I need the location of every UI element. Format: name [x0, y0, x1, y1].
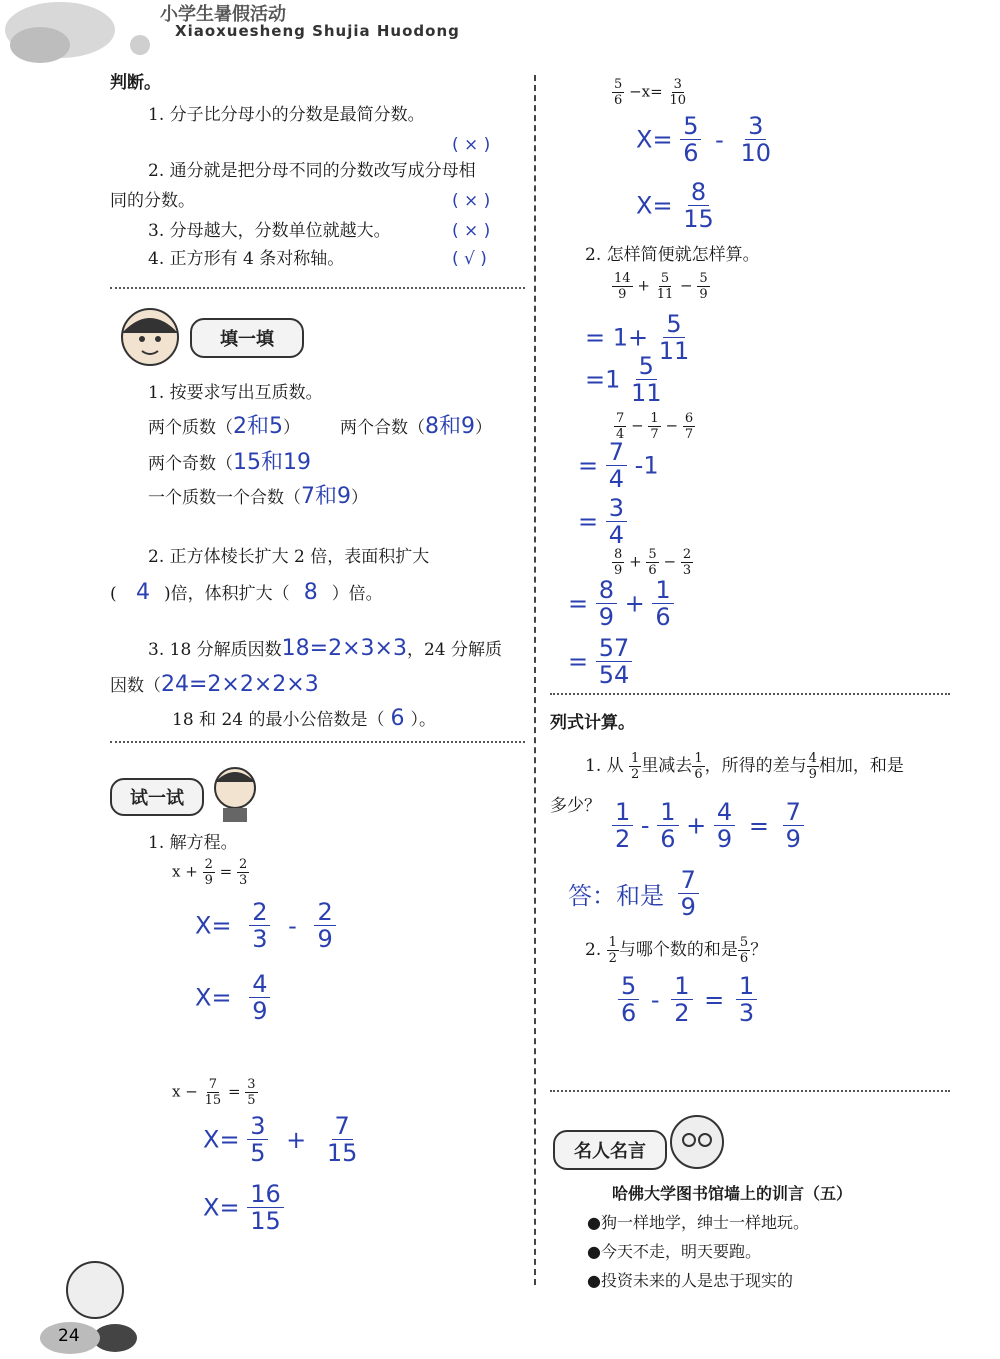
fraction-numerator: 14	[614, 271, 631, 286]
fill-p3-answer: 15和19	[233, 450, 311, 475]
try-badge: 试一试	[110, 778, 204, 816]
e3-step1-frac-b	[652, 578, 673, 629]
fraction-numerator: 5	[648, 547, 657, 562]
eq3-frac-a	[612, 78, 624, 107]
e1-step2	[585, 354, 665, 405]
fraction-numerator: 1	[631, 751, 640, 766]
judge-q2b: 同的分数。	[110, 191, 195, 211]
fraction-numerator: 2	[239, 857, 248, 872]
a1-frac-b	[657, 800, 678, 851]
eq1-x: x	[172, 862, 181, 881]
fraction-numerator: 1	[694, 751, 703, 766]
fraction-numerator: 57	[596, 636, 633, 662]
fraction-denominator: 11	[656, 287, 674, 302]
fraction-denominator: 9	[614, 563, 623, 578]
eq1-step2-x: X=	[195, 983, 232, 1012]
quote-line-3: ●投资未来的人是忠于现实的	[587, 1271, 793, 1290]
fraction-denominator: 10	[669, 93, 686, 108]
fill-p3	[148, 452, 311, 475]
e3-step2-lead: =	[568, 647, 589, 676]
e2-step1-tail: -1	[634, 451, 659, 480]
fraction-numerator: 1	[657, 800, 678, 826]
fill-q3b	[110, 674, 319, 697]
fraction-denominator: 54	[598, 661, 630, 689]
a1-frac-c	[714, 800, 735, 851]
fraction-denominator: 9	[808, 767, 817, 782]
fill-q3-text: 3. 18 分解质因数	[148, 640, 282, 660]
fraction-numerator: 2	[204, 857, 213, 872]
fill-p2	[340, 416, 492, 439]
fraction-denominator: 15	[683, 205, 714, 233]
eq2-step2	[203, 1182, 284, 1233]
judge-a4: ( √ )	[452, 249, 487, 269]
a2-frac-b	[671, 974, 692, 1025]
eq3-step2-frac	[680, 180, 717, 231]
header-title: 小学生暑假活动	[160, 4, 286, 25]
e2-frac-b	[648, 412, 660, 441]
e1-frac-c	[697, 272, 709, 301]
quote-line-1: ●狗一样地学，绅士一样地玩。	[587, 1213, 809, 1232]
judge-a3: ( × )	[452, 221, 491, 241]
quotes-title: 哈佛大学图书馆墙上的训言（五）	[612, 1184, 853, 1203]
fraction-denominator: 9	[699, 287, 708, 302]
simplify-expr-3	[612, 548, 693, 577]
fill-p1-answer: 2和5	[233, 414, 283, 439]
formula-q1-mid: 里减去	[641, 756, 693, 776]
e3-step1-op: +	[624, 589, 645, 618]
e1-step2-lead: =1	[585, 365, 621, 394]
fill-p2-close: ）	[475, 418, 492, 438]
eq1-step1-frac-b	[314, 900, 335, 951]
judge-a2: ( × )	[452, 191, 491, 211]
e2-step2-lead: =	[578, 507, 599, 536]
e2-frac-a	[614, 412, 626, 441]
formula-q1-mid2: ，所得的差与	[704, 756, 807, 776]
fraction-denominator: 3	[738, 999, 755, 1027]
fill-q2-end: ）倍。	[331, 584, 383, 604]
fraction-numerator: 1	[650, 411, 659, 426]
eq1-frac-a	[203, 858, 215, 887]
fraction-denominator: 6	[660, 825, 676, 853]
fraction-denominator: 9	[618, 287, 627, 302]
e2-step1-lead: =	[578, 451, 599, 480]
fill-p4	[148, 486, 368, 509]
fraction-denominator: 9	[785, 825, 801, 853]
eq3-step1-x: X=	[636, 125, 673, 154]
header-pinyin: Xiaoxuesheng Shujia Huodong	[175, 22, 460, 40]
fraction-denominator: 5	[247, 1093, 256, 1108]
a1-frac-result	[783, 800, 804, 851]
formula-answer1	[568, 868, 699, 919]
fraction-numerator: 8	[688, 180, 709, 206]
fraction-numerator: 7	[616, 411, 625, 426]
formula-q2-frac-b	[738, 936, 750, 965]
fill-q3b-text: 因数（	[110, 676, 161, 696]
fraction-denominator: 5	[250, 1139, 266, 1167]
e2-step2	[578, 496, 627, 547]
simplify-expr-2	[614, 412, 695, 441]
formula-a2	[618, 974, 757, 1025]
fill-q3c	[172, 708, 436, 731]
fraction-numerator: 1	[671, 974, 692, 1000]
e3-step2	[568, 636, 632, 687]
fill-q2-open: (	[110, 584, 117, 604]
a1-op2: +	[686, 811, 707, 840]
fraction-denominator: 2	[674, 999, 690, 1027]
eq3-step2	[636, 180, 717, 231]
e3-op1: +	[629, 552, 642, 571]
fraction-numerator: 4	[249, 972, 270, 998]
e2-step1-frac	[606, 440, 627, 491]
simplify-q2: 2. 怎样简便就怎样算。	[585, 245, 760, 265]
eq1-op: +	[185, 862, 198, 881]
fraction-numerator: 4	[808, 751, 817, 766]
eq1-eq: =	[219, 862, 233, 881]
e3-frac-a	[612, 548, 624, 577]
fraction-numerator: 2	[314, 900, 335, 926]
fill-p3-label: 两个奇数（	[148, 454, 233, 474]
column-divider	[534, 75, 536, 1285]
fraction-denominator: 6	[694, 767, 703, 782]
fraction-denominator: 4	[616, 427, 625, 442]
fraction-numerator: 8	[614, 547, 623, 562]
fraction-denominator: 15	[204, 1093, 222, 1108]
fraction-numerator: 6	[684, 411, 694, 426]
fill-p4-label: 一个质数一个合数（	[148, 488, 301, 508]
eq1-step2	[195, 972, 270, 1023]
fraction-denominator: 11	[631, 379, 662, 407]
equation-2	[172, 1078, 258, 1107]
formula-q2	[585, 936, 767, 965]
e2-step1	[578, 440, 659, 491]
judge-q4: 4. 正方形有 4 条对称轴。	[148, 249, 345, 269]
e3-step1	[568, 578, 674, 629]
equation-3	[612, 78, 688, 107]
boy-illustration-icon	[205, 762, 265, 824]
judge-a1: ( × )	[452, 135, 491, 155]
fill-q3-answer3: 6	[390, 706, 405, 731]
answer1-label: 答：和是	[568, 882, 664, 910]
fill-q2-answer1: 4	[136, 580, 151, 605]
e3-step2-frac	[596, 636, 633, 687]
fraction-denominator: 6	[739, 951, 749, 966]
fraction-numerator: 1	[652, 578, 673, 604]
eq2-step1-x: X=	[203, 1125, 240, 1154]
eq1-step1-op: -	[288, 911, 297, 940]
e3-step1-frac-a	[596, 578, 617, 629]
fill-p4-close: ）	[351, 488, 368, 508]
fraction-denominator: 6	[621, 999, 637, 1027]
a2-frac-result	[736, 974, 757, 1025]
fill-q3-answer1: 18=2×3×3	[281, 636, 407, 661]
fraction-denominator: 10	[740, 139, 771, 167]
fill-p1-close: ）	[283, 418, 300, 438]
fill-p2-answer: 8和9	[425, 414, 475, 439]
e3-frac-b	[646, 548, 658, 577]
fill-q3-after: ，24 分解质	[406, 640, 503, 660]
eq2-step1-frac-b	[324, 1114, 361, 1165]
separator	[110, 287, 525, 289]
a1-op1: -	[640, 811, 650, 840]
fraction-denominator: 9	[252, 997, 268, 1025]
fraction-denominator: 6	[655, 603, 671, 631]
girl-illustration-icon	[112, 303, 187, 371]
fraction-denominator: 2	[615, 825, 631, 853]
formula-q2-pre: 2.	[585, 940, 602, 960]
formula-q1	[585, 752, 904, 781]
eq2-frac-b	[245, 1078, 257, 1107]
fill-q3a	[148, 638, 502, 661]
fill-q2-answer2: 8	[303, 580, 318, 605]
formula-q1-frac-b	[692, 752, 704, 781]
fill-badge: 填一填	[190, 318, 304, 358]
equation-1	[172, 858, 249, 887]
quote-line-2: ●今天不走，明天要跑。	[587, 1242, 761, 1261]
fraction-denominator: 7	[684, 427, 694, 442]
fraction-denominator: 6	[614, 93, 623, 108]
e2-op2: −	[665, 416, 679, 435]
fill-q2-mid: )倍，体积扩大（	[164, 584, 290, 604]
fraction-numerator: 16	[247, 1182, 284, 1208]
a1-eq: =	[748, 811, 769, 840]
fraction-numerator: 1	[612, 800, 633, 826]
eq2-op: −	[185, 1082, 198, 1101]
footer-cartoon-icon	[30, 1250, 140, 1355]
eq3-step1-frac-b	[737, 114, 774, 165]
fraction-numerator: 3	[673, 77, 682, 92]
eq1-frac-b	[237, 858, 249, 887]
e3-frac-c	[681, 548, 693, 577]
e1-op1: +	[637, 276, 650, 295]
fraction-denominator: 9	[598, 603, 615, 631]
fraction-denominator: 7	[650, 427, 659, 442]
fraction-numerator: 3	[247, 1114, 268, 1140]
fraction-denominator: 4	[608, 521, 625, 549]
e3-op2: −	[663, 552, 677, 571]
fraction-numerator: 1	[608, 935, 617, 950]
fraction-numerator: 2	[682, 547, 692, 562]
fill-q1: 1. 按要求写出互质数。	[148, 383, 323, 403]
page-number: 24	[58, 1326, 80, 1346]
fraction-numerator: 7	[332, 1114, 353, 1140]
fraction-denominator: 3	[252, 925, 268, 953]
fraction-denominator: 6	[683, 139, 699, 167]
judge-q3: 3. 分母越大，分数单位就越大。	[148, 221, 391, 241]
formula-q2-frac-a	[607, 936, 619, 965]
eq2-eq: =	[227, 1082, 241, 1101]
eq2-step2-x: X=	[203, 1193, 240, 1222]
eq3-step2-x: X=	[636, 191, 673, 220]
fraction-denominator: 9	[716, 825, 733, 853]
e1-step2-frac	[628, 354, 665, 405]
eq2-step1-op: +	[286, 1125, 307, 1154]
fraction-denominator: 9	[204, 873, 213, 888]
fill-q3-answer2: 24=2×2×2×3	[161, 672, 319, 697]
a2-eq: =	[704, 985, 725, 1014]
judge-heading: 判断。	[110, 73, 161, 93]
eq1-step1-frac-a	[249, 900, 270, 951]
formula-q2-mid: 与哪个数的和是	[618, 940, 738, 960]
fraction-numerator: 3	[606, 496, 627, 522]
separator	[550, 693, 950, 695]
fraction-numerator: 4	[714, 800, 735, 826]
formula-q1-frac-c	[807, 752, 819, 781]
e1-frac-b	[655, 272, 676, 301]
fraction-numerator: 5	[636, 354, 657, 380]
e1-op2: −	[680, 276, 693, 295]
answer1-frac	[678, 868, 699, 919]
eq3-frac-b	[667, 78, 688, 107]
fraction-denominator: 9	[680, 893, 696, 921]
eq2-x: x	[172, 1082, 181, 1101]
formula-a1	[612, 800, 804, 851]
eq1-step2-frac	[249, 972, 270, 1023]
fraction-numerator: 5	[699, 271, 708, 286]
fraction-numerator: 2	[249, 900, 270, 926]
formula-q1-pre: 1. 从	[585, 756, 624, 776]
try-q1: 1. 解方程。	[148, 833, 238, 853]
eq1-step1-x: X=	[195, 911, 232, 940]
fraction-denominator: 15	[326, 1139, 358, 1167]
formula-heading: 列式计算。	[550, 713, 635, 733]
fraction-denominator: 3	[239, 873, 248, 888]
fill-p2-label: 两个合数（	[340, 418, 425, 438]
e2-frac-c	[683, 412, 695, 441]
fraction-denominator: 2	[631, 767, 640, 782]
eq3-step1-op: -	[715, 125, 724, 154]
e1-frac-a	[612, 272, 633, 301]
fraction-numerator: 3	[745, 114, 766, 140]
fraction-denominator: 9	[317, 925, 333, 953]
fraction-numerator: 8	[596, 578, 617, 604]
fraction-numerator: 5	[660, 271, 670, 286]
eq3-step1	[636, 114, 774, 165]
eq2-step2-frac	[247, 1182, 284, 1233]
fill-q3c-end: ）。	[410, 710, 436, 730]
formula-q2-end: ？	[750, 940, 768, 960]
fraction-numerator: 7	[783, 800, 804, 826]
separator	[110, 741, 525, 743]
a1-frac-a	[612, 800, 633, 851]
fraction-denominator: 15	[250, 1207, 281, 1235]
judge-q2a: 2. 通分就是把分母不同的分数改写成分母相	[148, 161, 476, 181]
formula-q1-frac-a	[629, 752, 641, 781]
e2-op1: −	[631, 416, 644, 435]
simplify-expr-1	[612, 272, 710, 301]
fill-p1	[148, 416, 300, 439]
eq2-step1	[203, 1114, 360, 1165]
fraction-numerator: 5	[663, 312, 684, 338]
fraction-numerator: 5	[618, 974, 639, 1000]
fraction-numerator: 5	[614, 77, 623, 92]
eq2-step1-frac-a	[247, 1114, 268, 1165]
fraction-denominator: 3	[682, 563, 692, 578]
fill-q3c-text: 18 和 24 的最小公倍数是（	[172, 710, 385, 730]
fraction-numerator: 7	[606, 440, 627, 466]
eq1-step1	[195, 900, 336, 951]
fill-p4-answer: 7和9	[301, 484, 351, 509]
fraction-numerator: 3	[247, 1077, 256, 1092]
separator	[550, 1090, 950, 1092]
e2-step2-frac	[606, 496, 627, 547]
eq2-frac-a	[203, 1078, 224, 1107]
fraction-numerator: 7	[208, 1077, 218, 1092]
formula-q1-end: 相加，和是	[818, 756, 904, 776]
eq3-step1-frac-a	[680, 114, 701, 165]
judge-q1: 1. 分子比分母小的分数是最简分数。	[148, 105, 425, 125]
quotes-badge: 名人名言	[553, 1130, 667, 1170]
fraction-numerator: 1	[736, 974, 757, 1000]
fraction-denominator: 2	[608, 951, 617, 966]
fraction-denominator: 4	[608, 465, 625, 493]
fraction-denominator: 6	[648, 563, 657, 578]
fraction-numerator: 5	[680, 114, 701, 140]
scholar-illustration-icon	[665, 1108, 730, 1178]
eq3-mid: −x=	[629, 82, 663, 101]
a2-op: -	[650, 985, 660, 1014]
e1-step1-lead: = 1+	[585, 323, 649, 352]
fraction-numerator: 7	[678, 868, 699, 894]
fill-q2a: 2. 正方体棱长扩大 2 倍，表面积扩大	[148, 547, 430, 567]
fraction-numerator: 5	[739, 935, 749, 950]
fill-p1-label: 两个质数（	[148, 418, 233, 438]
formula-q1-line2: 多少？	[550, 796, 601, 816]
fraction-denominator: 11	[658, 337, 690, 365]
e3-step1-lead: =	[568, 589, 589, 618]
fill-q2b	[110, 582, 383, 605]
a2-frac-a	[618, 974, 639, 1025]
